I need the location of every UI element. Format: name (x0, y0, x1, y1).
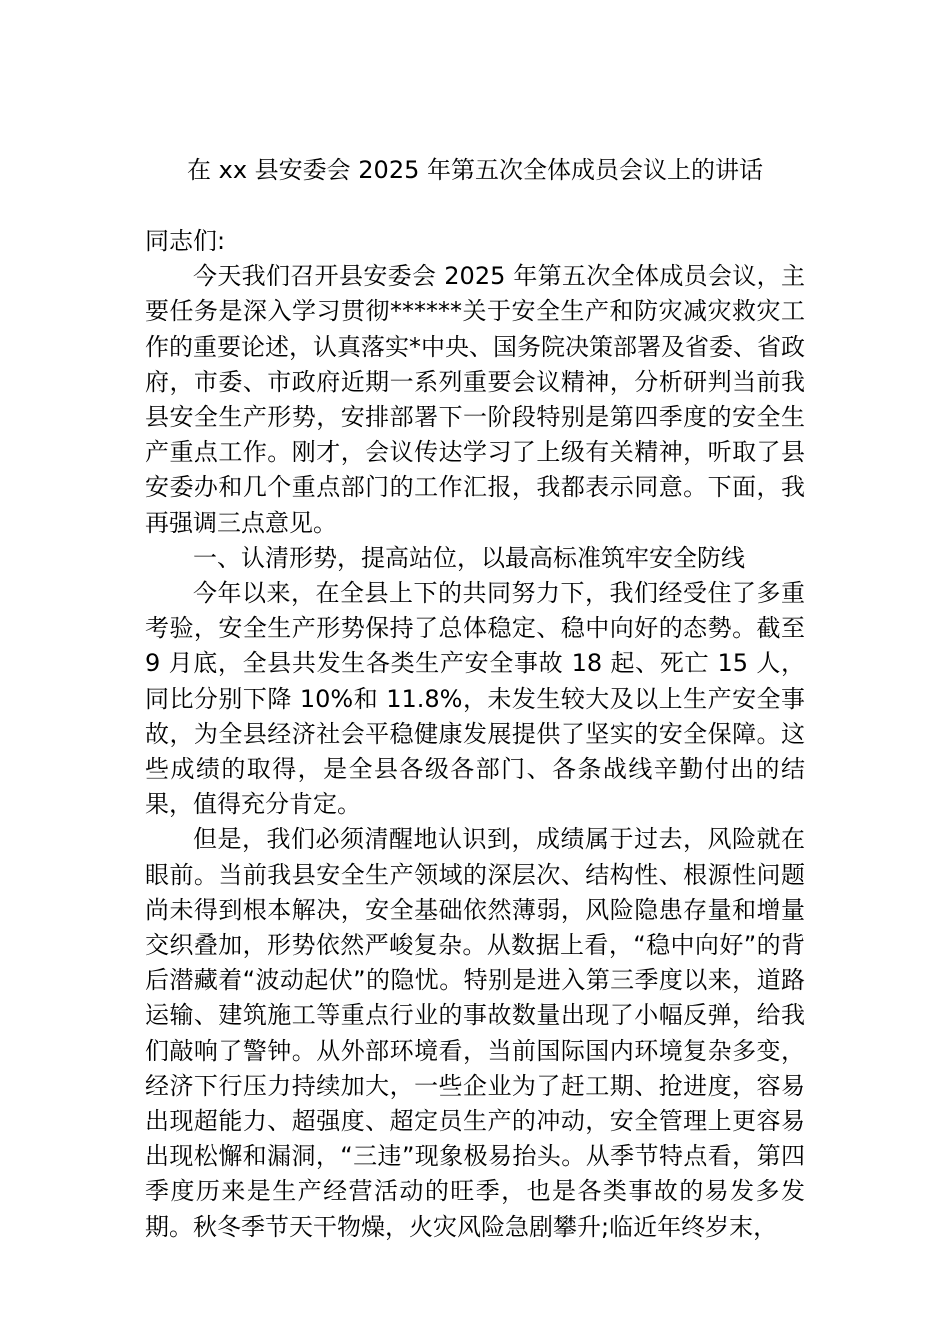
salutation: 同志们: (145, 227, 226, 255)
paragraph-achievements: 今年以来，在全县上下的共同努力下，我们经受住了多重考验，安全生产形势保持了总体稳定、稳中向好的态勢。截至 9 月底，全县共发生各类生产安全事故 18 起、死亡 15 人，同比分别下降 10%和 11.8%，未发生较大及以上生产安全事故，为全县经济社会平稳健康发展提供了坚实的安全保障。这些成绩的取得，是全县各级各部门、各条战线辛勤付出的结果，值得充分肯定。 (145, 579, 805, 819)
section-heading-1: 一、认清形势，提高站位，以最高标准筑牢安全防线 (193, 543, 745, 572)
paragraph-risks: 但是，我们必须清醒地认识到，成绩属于过去，风险就在眼前。当前我县安全生产领域的深层次、结构性、根源性问题尚未得到根本解决，安全基础依然薄弱，风险隐患存量和增量交织叠加，形势依然严峻复杂。从数据上看，“稳中向好”的背后潜藏着“波动起伏”的隐忧。特别是进入第三季度以来，道路运输、建筑施工等重点行业的事故数量出现了小幅反弹，给我们敲响了警钟。从外部环境看，当前国际国内环境复杂多变，经济下行压力持续加大，一些企业为了赶工期、抢进度，容易出现超能力、超强度、超定员生产的冲动，安全管理上更容易出现松懈和漏洞，“三违”现象极易抬头。从季节特点看，第四季度历来是生产经营活动的旺季，也是各类事故的易发多发期。秋冬季节天干物燥，火灾风险急剧攀升;临近年终岁末， (145, 825, 805, 1241)
document-body (145, 224, 805, 1245)
paragraph-intro: 今天我们召开县安委会 2025 年第五次全体成员会议，主要任务是深入学习贯彻******关于安全生产和防灾减灾救灾工作的重要论述，认真落实*中央、国务院决策部署及省委、省政府，市委、市政府近期一系列重要会议精神，分析研判当前我县安全生产形势，安排部署下一阶段特别是第四季度的安全生产重点工作。刚才，会议传达学习了上级有关精神，听取了县安委办和几个重点部门的工作汇报，我都表示同意。下面，我再强调三点意见。 (145, 262, 805, 537)
document-title: 在 xx 县安委会 2025 年第五次全体成员会议上的讲话 (187, 156, 763, 184)
